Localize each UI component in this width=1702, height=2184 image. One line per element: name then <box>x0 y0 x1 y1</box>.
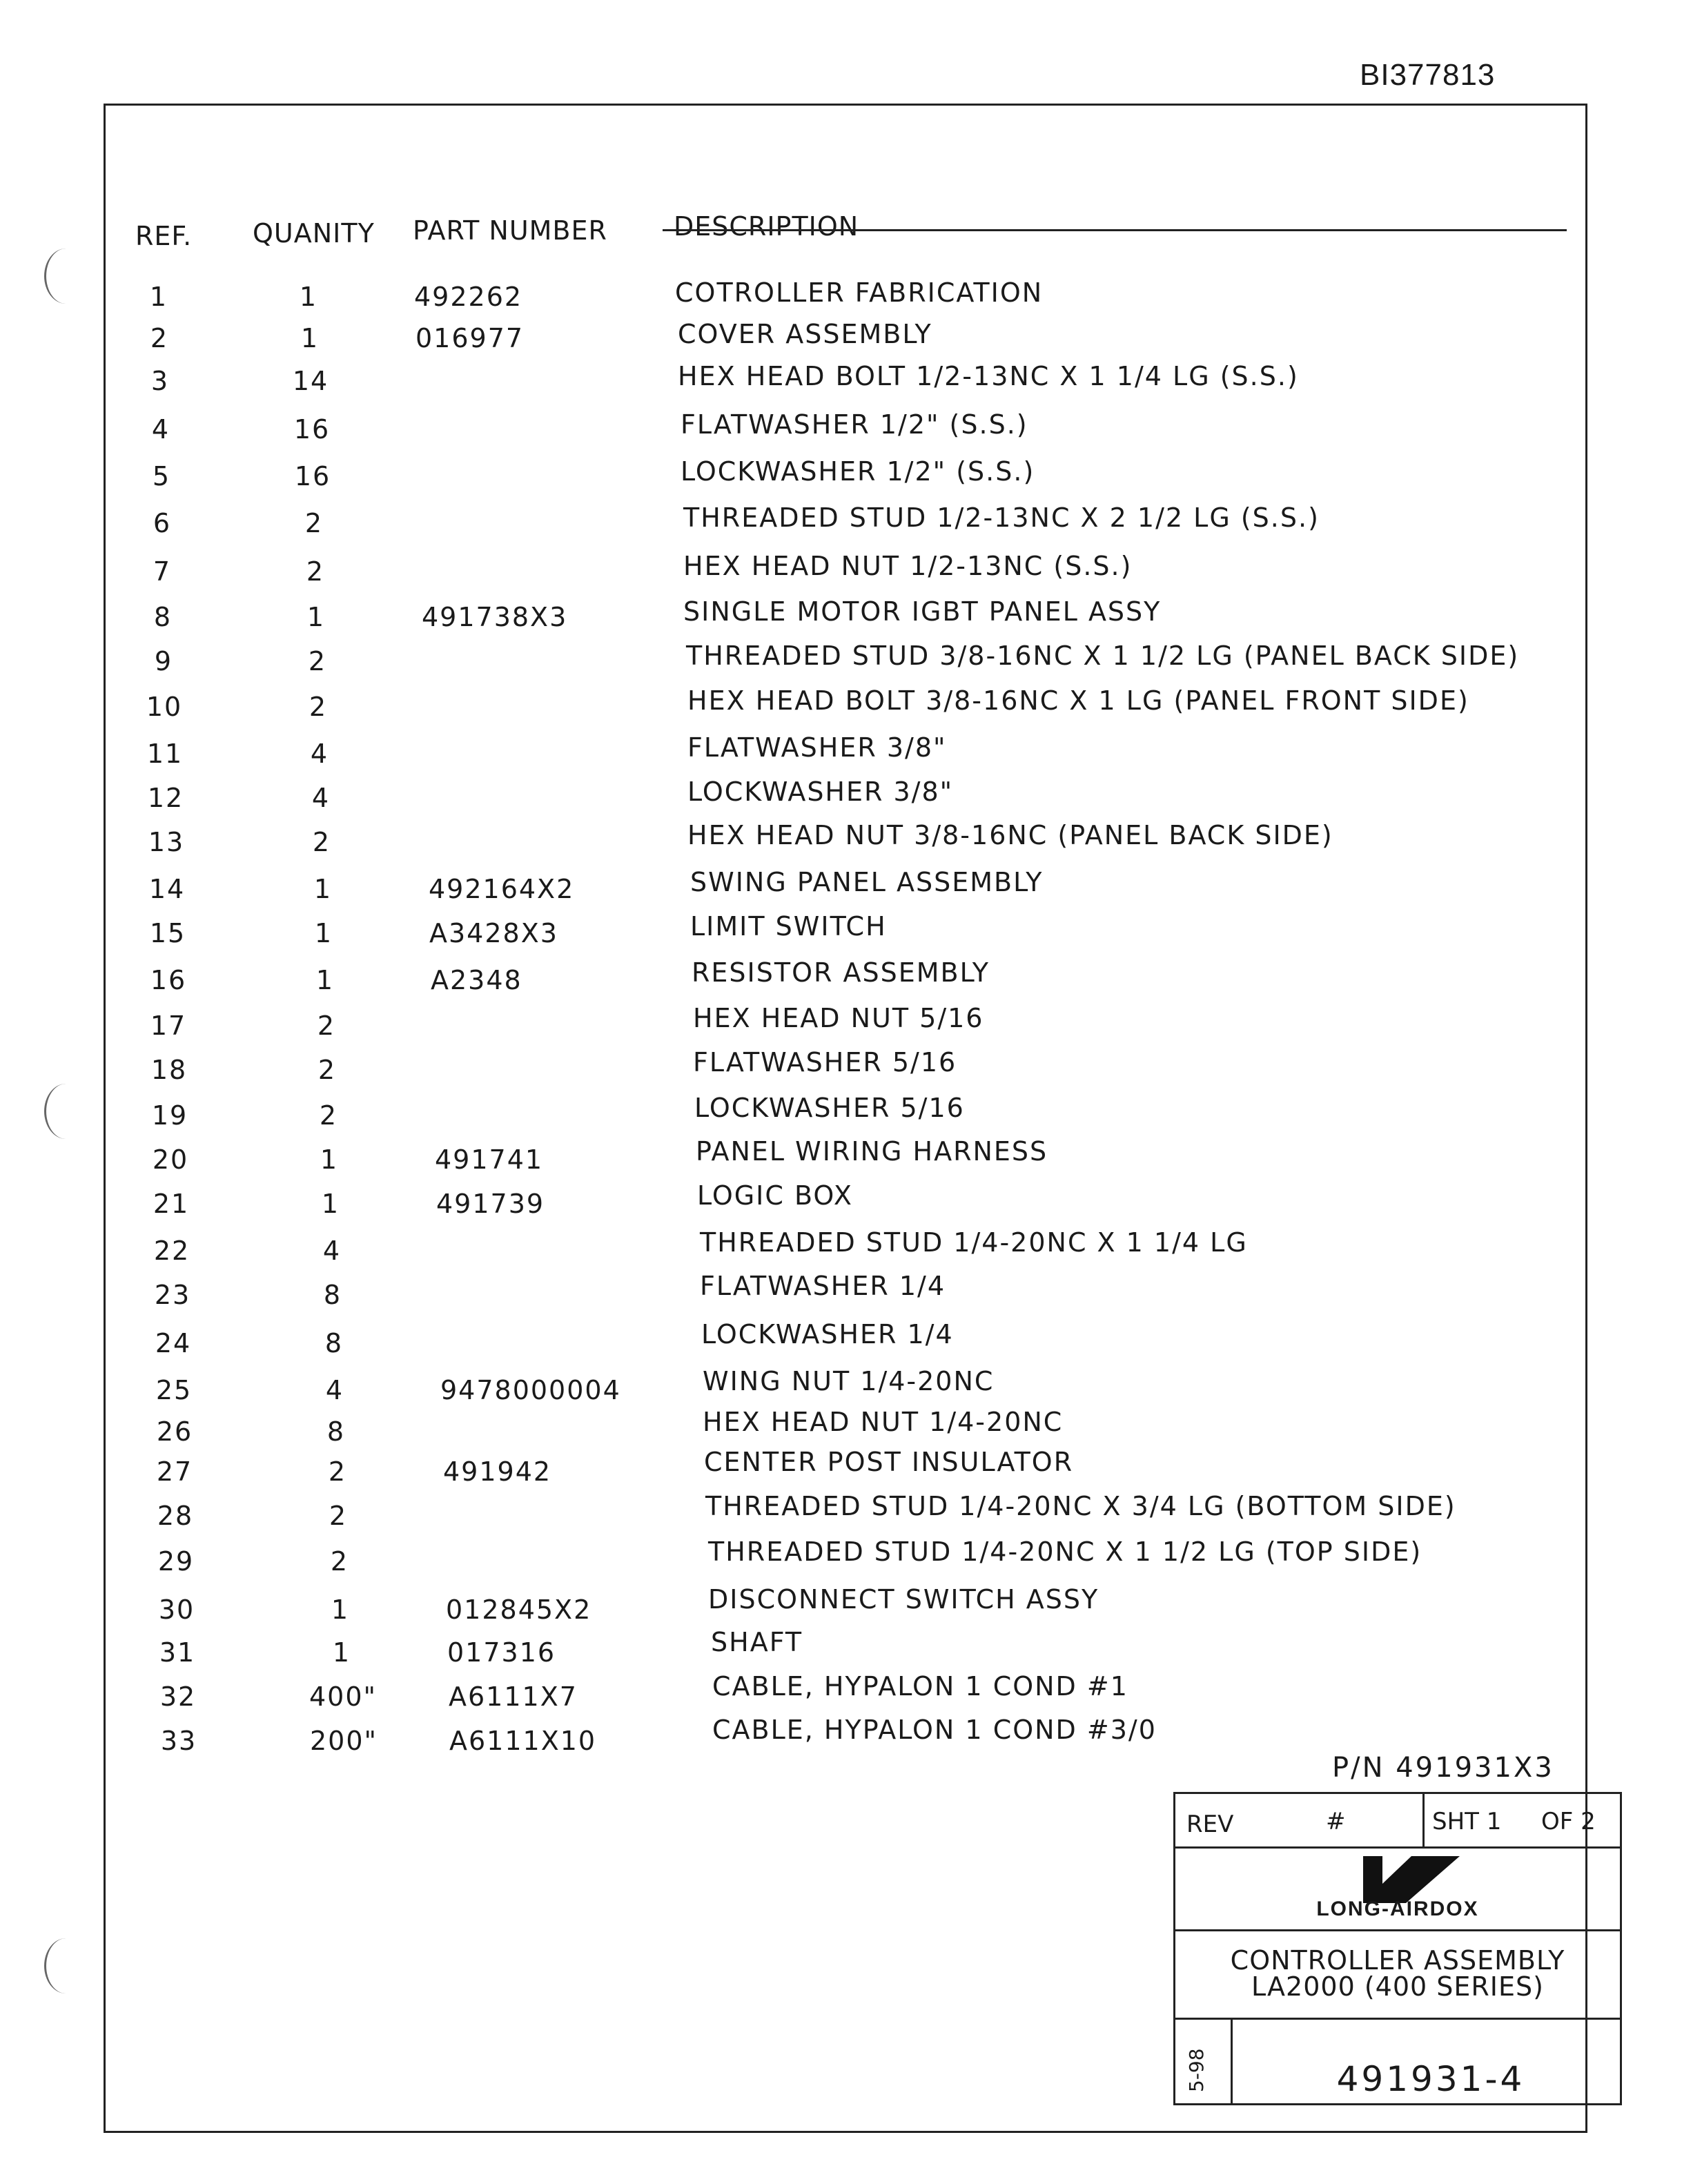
row-ref: 15 <box>149 918 186 948</box>
row-description: HEX HEAD BOLT 1/2-13NC X 1 1/4 LG (S.S.) <box>678 361 1299 391</box>
row-quantity: 1 <box>321 1189 340 1219</box>
parts-row <box>0 409 1702 458</box>
row-quantity: 4 <box>325 1375 344 1405</box>
row-ref: 24 <box>155 1328 192 1358</box>
row-quantity: 1 <box>306 602 326 632</box>
row-quantity: 2 <box>304 508 324 538</box>
row-ref: 27 <box>156 1456 193 1487</box>
row-description: HEX HEAD NUT 1/4-20NC <box>703 1407 1064 1437</box>
row-part-number: 9478000004 <box>440 1375 621 1405</box>
row-description: LOCKWASHER 1/2" (S.S.) <box>681 456 1035 487</box>
row-ref: 32 <box>159 1681 197 1712</box>
row-ref: 31 <box>159 1637 196 1668</box>
row-quantity: 2 <box>330 1546 349 1577</box>
row-quantity: 200" <box>309 1726 378 1756</box>
row-description: LOCKWASHER 3/8" <box>687 777 954 807</box>
row-quantity: 14 <box>292 366 329 396</box>
row-part-number: A6111X7 <box>449 1681 578 1712</box>
row-description: FLATWASHER 5/16 <box>693 1047 957 1078</box>
row-ref: 14 <box>148 874 186 904</box>
row-description: FLATWASHER 3/8" <box>687 732 947 763</box>
logo-row-divider <box>1175 1929 1620 1931</box>
document-id: BI377813 <box>1360 58 1496 92</box>
row-part-number: 491739 <box>436 1189 545 1219</box>
rev-label: REV <box>1186 1811 1234 1838</box>
sheet-number: SHT 1 <box>1432 1808 1502 1835</box>
row-description: DISCONNECT SWITCH ASSY <box>708 1584 1099 1615</box>
row-description: LOCKWASHER 1/4 <box>701 1319 954 1349</box>
row-description: SINGLE MOTOR IGBT PANEL ASSY <box>683 596 1162 627</box>
row-description: LOCKWASHER 5/16 <box>694 1093 965 1123</box>
row-quantity: 2 <box>317 1055 337 1085</box>
row-quantity: 1 <box>313 874 333 904</box>
date-divider <box>1231 2018 1233 2103</box>
header-description: DESCRIPTION <box>674 211 859 242</box>
drawing-title-line1: CONTROLLER ASSEMBLY <box>1230 1945 1565 1976</box>
row-ref: 33 <box>160 1726 197 1756</box>
row-ref: 3 <box>150 366 170 396</box>
drawing-date: 5-98 <box>1185 2048 1208 2092</box>
row-description: THREADED STUD 3/8-16NC X 1 1/2 LG (PANEL BACK SIDE) <box>686 641 1520 671</box>
parts-row <box>0 685 1702 736</box>
row-description: SHAFT <box>711 1627 803 1657</box>
row-quantity: 4 <box>322 1236 342 1266</box>
header-part-number: PART NUMBER <box>413 215 607 246</box>
header-underline <box>663 229 1567 231</box>
row-description: FLATWASHER 1/2" (S.S.) <box>681 409 1028 440</box>
row-quantity: 8 <box>326 1416 346 1447</box>
row-quantity: 2 <box>319 1100 338 1131</box>
parts-row <box>0 820 1702 871</box>
row-description: LIMIT SWITCH <box>690 911 887 942</box>
row-ref: 5 <box>152 461 171 491</box>
row-ref: 25 <box>155 1375 193 1405</box>
drawing-title-line2: LA2000 (400 SERIES) <box>1251 1971 1544 2002</box>
parts-row <box>0 1271 1702 1324</box>
row-description: LOGIC BOX <box>697 1180 853 1211</box>
row-part-number: 491738X3 <box>422 602 568 632</box>
parts-row <box>0 911 1702 962</box>
part-number-label: P/N 491931X3 <box>1332 1752 1554 1784</box>
title-row-divider <box>1175 2018 1620 2020</box>
row-part-number: 016977 <box>415 323 525 353</box>
row-quantity: 1 <box>299 282 318 312</box>
row-ref: 26 <box>156 1416 193 1447</box>
rev-sheet-divider <box>1422 1794 1425 1846</box>
row-quantity: 8 <box>324 1328 344 1358</box>
row-part-number: A3428X3 <box>429 918 558 948</box>
row-ref: 6 <box>153 508 172 538</box>
row-quantity: 2 <box>309 692 328 722</box>
rev-value: # <box>1326 1808 1346 1835</box>
row-description: THREADED STUD 1/2-13NC X 2 1/2 LG (S.S.) <box>683 503 1320 533</box>
row-ref: 9 <box>154 646 173 676</box>
header-ref: REF. <box>135 221 193 251</box>
row-description: PANEL WIRING HARNESS <box>696 1136 1048 1167</box>
row-description: THREADED STUD 1/4-20NC X 1 1/4 LG <box>700 1227 1248 1258</box>
row-description: THREADED STUD 1/4-20NC X 1 1/2 LG (TOP SIDE) <box>708 1537 1422 1567</box>
row-description: HEX HEAD BOLT 3/8-16NC X 1 LG (PANEL FRONT SIDE) <box>687 685 1469 716</box>
row-quantity: 400" <box>309 1681 377 1712</box>
row-quantity: 4 <box>311 783 331 813</box>
row-description: HEX HEAD NUT 1/2-13NC (S.S.) <box>683 551 1133 581</box>
row-part-number: 491942 <box>443 1456 552 1487</box>
row-quantity: 1 <box>300 323 320 353</box>
header-quantity: QUANITY <box>253 218 375 248</box>
row-quantity: 16 <box>294 461 331 491</box>
row-description: COVER ASSEMBLY <box>678 319 932 349</box>
row-quantity: 8 <box>323 1280 342 1310</box>
row-description: SWING PANEL ASSEMBLY <box>690 867 1044 897</box>
row-description: HEX HEAD NUT 3/8-16NC (PANEL BACK SIDE) <box>687 820 1333 850</box>
row-ref: 20 <box>152 1144 189 1175</box>
row-part-number: 012845X2 <box>446 1595 592 1625</box>
row-ref: 23 <box>154 1280 191 1310</box>
row-quantity: 2 <box>306 556 325 587</box>
row-ref: 21 <box>153 1189 190 1219</box>
parts-row <box>0 503 1702 552</box>
row-quantity: 1 <box>332 1637 351 1668</box>
long-airdox-logo <box>1363 1856 1460 1903</box>
row-quantity: 16 <box>293 414 331 445</box>
row-part-number: 017316 <box>447 1637 556 1668</box>
row-quantity: 1 <box>314 918 333 948</box>
parts-row <box>0 551 1702 601</box>
title-block <box>1173 1792 1622 2105</box>
row-description: HEX HEAD NUT 5/16 <box>693 1003 984 1033</box>
row-quantity: 4 <box>310 739 329 769</box>
row-description: COTROLLER FABRICATION <box>675 277 1044 308</box>
company-name: LONG-AIRDOX <box>1316 1898 1479 1920</box>
row-ref: 30 <box>158 1595 195 1625</box>
parts-row <box>0 596 1702 646</box>
row-description: FLATWASHER 1/4 <box>700 1271 946 1301</box>
logo-mark <box>1363 1856 1460 1903</box>
row-description: WING NUT 1/4-20NC <box>703 1366 995 1396</box>
row-ref: 2 <box>150 323 169 353</box>
row-ref: 22 <box>153 1236 190 1266</box>
row-part-number: 492164X2 <box>429 874 575 904</box>
parts-row <box>0 1584 1702 1639</box>
rev-row-divider <box>1175 1846 1620 1849</box>
row-ref: 7 <box>153 556 172 587</box>
parts-row <box>0 361 1702 410</box>
row-ref: 11 <box>146 739 184 769</box>
row-description: CABLE, HYPALON 1 COND #3/0 <box>712 1715 1157 1745</box>
row-part-number: A6111X10 <box>449 1726 597 1756</box>
parts-row <box>0 641 1702 690</box>
row-quantity: 1 <box>331 1595 350 1625</box>
row-ref: 18 <box>150 1055 188 1085</box>
row-ref: 8 <box>153 602 173 632</box>
row-quantity: 2 <box>317 1011 336 1041</box>
row-part-number: 492262 <box>414 282 523 312</box>
row-ref: 1 <box>149 282 168 312</box>
sheet-total: OF 2 <box>1541 1808 1596 1835</box>
row-ref: 28 <box>157 1501 194 1531</box>
row-ref: 4 <box>151 414 170 445</box>
parts-row <box>0 1180 1702 1233</box>
row-description: RESISTOR ASSEMBLY <box>692 957 990 988</box>
row-quantity: 2 <box>308 646 327 676</box>
drawing-number: 491931-4 <box>1336 2059 1525 2099</box>
row-quantity: 2 <box>329 1501 348 1531</box>
row-ref: 29 <box>157 1546 195 1577</box>
parts-row <box>0 456 1702 505</box>
row-quantity: 1 <box>315 965 335 995</box>
row-quantity: 2 <box>312 827 331 857</box>
row-ref: 13 <box>148 827 185 857</box>
row-ref: 16 <box>150 965 187 995</box>
row-part-number: A2348 <box>431 965 522 995</box>
row-part-number: 491741 <box>435 1144 544 1175</box>
row-ref: 12 <box>147 783 184 813</box>
row-description: THREADED STUD 1/4-20NC X 3/4 LG (BOTTOM SIDE) <box>705 1491 1456 1521</box>
row-quantity: 1 <box>320 1144 339 1175</box>
row-ref: 17 <box>150 1011 187 1041</box>
row-quantity: 2 <box>328 1456 347 1487</box>
row-description: CABLE, HYPALON 1 COND #1 <box>712 1671 1128 1702</box>
row-ref: 19 <box>151 1100 188 1131</box>
punch-hole-bottom <box>44 1938 88 1993</box>
row-ref: 10 <box>146 692 183 722</box>
row-description: CENTER POST INSULATOR <box>704 1447 1074 1477</box>
